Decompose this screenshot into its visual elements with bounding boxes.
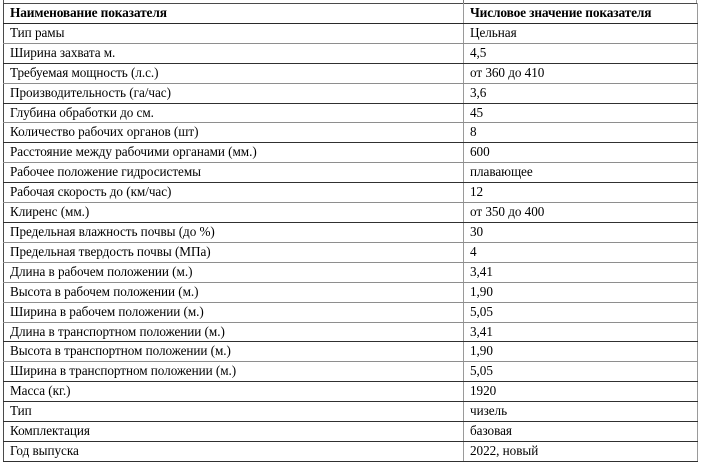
table-row: [4, 322, 698, 342]
table-row: [4, 183, 698, 203]
spec-name-cell: Комплектация: [4, 422, 464, 442]
spec-value-cell: 1920: [464, 382, 698, 402]
spec-name-cell: Рабочая скорость до (км/час): [4, 183, 464, 203]
table-row: [4, 63, 698, 83]
table-row: [4, 422, 698, 442]
spec-value-cell: 12: [464, 183, 698, 203]
spec-value-cell: 2022, новый: [464, 441, 698, 461]
spec-name-cell: Предельная влажность почвы (до %): [4, 222, 464, 242]
spec-value-cell: 600: [464, 143, 698, 163]
spec-value-cell: 3,41: [464, 322, 698, 342]
spec-value-cell: 45: [464, 103, 698, 123]
spec-value-cell: 5,05: [464, 362, 698, 382]
table-row: [4, 382, 698, 402]
table-row: [4, 262, 698, 282]
table-header-row: [4, 4, 698, 24]
spec-value-cell: 8: [464, 123, 698, 143]
spec-value-cell: чизель: [464, 402, 698, 422]
table-row: [4, 43, 698, 63]
table-row: [4, 83, 698, 103]
spec-name-cell: Ширина в транспортном положении (м.): [4, 362, 464, 382]
spec-name-cell: Высота в транспортном положении (м.): [4, 342, 464, 362]
table-row: [4, 143, 698, 163]
spec-name-cell: Предельная твердость почвы (МПа): [4, 242, 464, 262]
spec-name-cell: Производительность (га/час): [4, 83, 464, 103]
spec-name-cell: Расстояние между рабочими органами (мм.): [4, 143, 464, 163]
table-row: [4, 222, 698, 242]
spec-name-cell: Ширина захвата м.: [4, 43, 464, 63]
table-row: [4, 123, 698, 143]
spec-name-cell: Длина в транспортном положении (м.): [4, 322, 464, 342]
spec-value-cell: плавающее: [464, 163, 698, 183]
spec-name-cell: Рабочее положение гидросистемы: [4, 163, 464, 183]
table-row: [4, 242, 698, 262]
table-row: [4, 282, 698, 302]
spec-value-cell: 4: [464, 242, 698, 262]
spec-name-cell: Клиренс (мм.): [4, 203, 464, 223]
spec-value-cell: от 360 до 410: [464, 63, 698, 83]
spec-value-cell: от 350 до 400: [464, 203, 698, 223]
spec-value-cell: 1,90: [464, 282, 698, 302]
spec-name-cell: Глубина обработки до см.: [4, 103, 464, 123]
spec-value-cell: Цельная: [464, 23, 698, 43]
spec-value-cell: 30: [464, 222, 698, 242]
table-row: [4, 163, 698, 183]
spec-name-cell: Длина в рабочем положении (м.): [4, 262, 464, 282]
spec-name-cell: Ширина в рабочем положении (м.): [4, 302, 464, 322]
table-row: [4, 362, 698, 382]
table-row: [4, 103, 698, 123]
spec-name-cell: Тип: [4, 402, 464, 422]
spec-value-cell: 1,90: [464, 342, 698, 362]
specifications-table: [3, 3, 698, 462]
spec-name-cell: Количество рабочих органов (шт): [4, 123, 464, 143]
spec-name-cell: Тип рамы: [4, 23, 464, 43]
table-row: [4, 23, 698, 43]
table-row: [4, 302, 698, 322]
spec-value-cell: 5,05: [464, 302, 698, 322]
spec-value-cell: 3,41: [464, 262, 698, 282]
column-header-value: Числовое значение показателя: [464, 4, 698, 24]
spec-value-cell: 4,5: [464, 43, 698, 63]
table-body: [4, 23, 698, 461]
table-row: [4, 342, 698, 362]
column-header-name: Наименование показателя: [4, 4, 464, 24]
spec-name-cell: Масса (кг.): [4, 382, 464, 402]
table-row: [4, 441, 698, 461]
spec-name-cell: Требуемая мощность (л.с.): [4, 63, 464, 83]
spec-value-cell: 3,6: [464, 83, 698, 103]
table-header: [4, 4, 698, 24]
spec-value-cell: базовая: [464, 422, 698, 442]
spec-name-cell: Год выпуска: [4, 441, 464, 461]
spec-name-cell: Высота в рабочем положении (м.): [4, 282, 464, 302]
table-row: [4, 203, 698, 223]
